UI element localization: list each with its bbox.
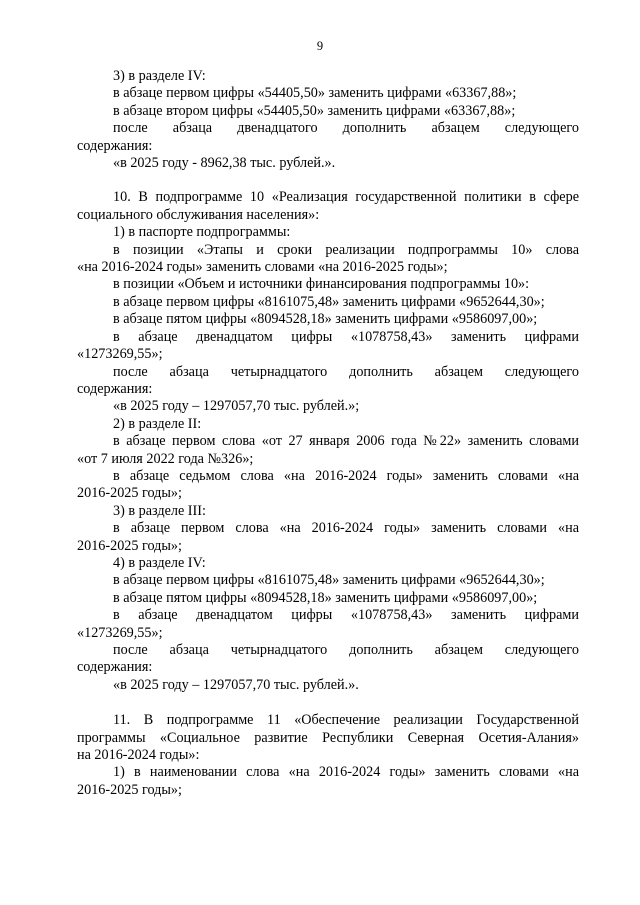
paragraph-line: «1273269,55»; [77, 346, 163, 363]
paragraph-line: 3) в разделе III: [113, 502, 206, 519]
paragraph-line: «в 2025 году – 1297057,70 тыс. рублей.»; [113, 398, 360, 415]
page-number: 9 [316, 39, 324, 53]
paragraph-line: 1) в паспорте подпрограммы: [113, 224, 291, 241]
paragraph-line: после абзаца четырнадцатого дополнить абзацем следующего [113, 363, 579, 380]
paragraph-line: 2016-2025 годы»; [77, 485, 182, 502]
paragraph-line: после абзаца четырнадцатого дополнить абзацем следующего [113, 642, 579, 658]
paragraph-line: 3) в разделе IV: [113, 68, 206, 84]
paragraph-line: в абзаце первом цифры «8161075,48» заменить цифрами «9652644,30»; [113, 572, 545, 589]
paragraph-line: 2) в разделе II: [113, 415, 202, 432]
paragraph-line: 2016-2025 годы»; [77, 781, 182, 798]
paragraph-line: «на 2016-2024 годы» заменить словами «на 2016-2025 годы»; [77, 259, 448, 276]
paragraph-line: 4) в разделе IV: [113, 554, 206, 571]
paragraph-line: в абзаце двенадцатом цифры «1078758,43» заменить цифрами [113, 607, 579, 624]
paragraph-line: «в 2025 году – 1297057,70 тыс. рублей.». [113, 676, 359, 693]
paragraph-line: 1) в наименовании слова «на 2016-2024 годы» заменить словами «на [113, 764, 579, 781]
paragraph-line: в абзаце пятом цифры «8094528,18» заменить цифрами «9586097,00»; [113, 589, 538, 606]
paragraph-line: на 2016-2024 годы»: [77, 747, 200, 764]
paragraph-line: 11. В подпрограмме 11 «Обеспечение реализации Государственной [113, 712, 579, 729]
paragraph-line: «от 7 июля 2022 года №326»; [77, 450, 254, 467]
paragraph-line: в абзаце первом цифры «54405,50» заменить цифрами «63367,88»; [113, 85, 517, 102]
paragraph-line: в абзаце седьмом слова «на 2016-2024 годы» заменить словами «на [113, 467, 579, 484]
paragraph-line: программы «Социальное развитие Республики Северная Осетия-Алания» [77, 729, 579, 746]
paragraph-line: в абзаце первом цифры «8161075,48» заменить цифрами «9652644,30»; [113, 293, 545, 310]
paragraph-line: 10. В подпрограмме 10 «Реализация государственной политики в сфере [113, 189, 579, 206]
paragraph-line: в абзаце двенадцатом цифры «1078758,43» заменить цифрами [113, 328, 579, 345]
paragraph-line: «1273269,55»; [77, 624, 163, 641]
paragraph-line: в позиции «Объем и источники финансирования подпрограммы 10»: [113, 276, 530, 293]
paragraph-line: в абзаце первом слова «на 2016-2024 годы» заменить словами «на [113, 520, 579, 537]
paragraph-spacer [77, 694, 579, 712]
paragraph-spacer [77, 172, 579, 189]
paragraph-line: в позиции «Этапы и сроки реализации подпрограммы 10» слова [113, 241, 579, 258]
paragraph-line: в абзаце первом слова «от 27 января 2006 года №22» заменить словами [113, 433, 579, 450]
paragraph-line: содержания: [77, 380, 153, 397]
document-body [77, 68, 579, 799]
paragraph-line: 2016-2025 годы»; [77, 537, 182, 554]
paragraph-line: «в 2025 году - 8962,38 тыс. рублей.». [113, 155, 336, 172]
paragraph-line: в абзаце втором цифры «54405,50» заменить цифрами «63367,88»; [113, 102, 516, 119]
paragraph-line: в абзаце пятом цифры «8094528,18» заменить цифрами «9586097,00»; [113, 311, 538, 328]
paragraph-line: содержания: [77, 659, 153, 676]
paragraph-line: после абзаца двенадцатого дополнить абзацем следующего [113, 120, 579, 137]
paragraph-line: содержания: [77, 137, 153, 154]
paragraph-line: социального обслуживания населения»: [77, 206, 320, 223]
